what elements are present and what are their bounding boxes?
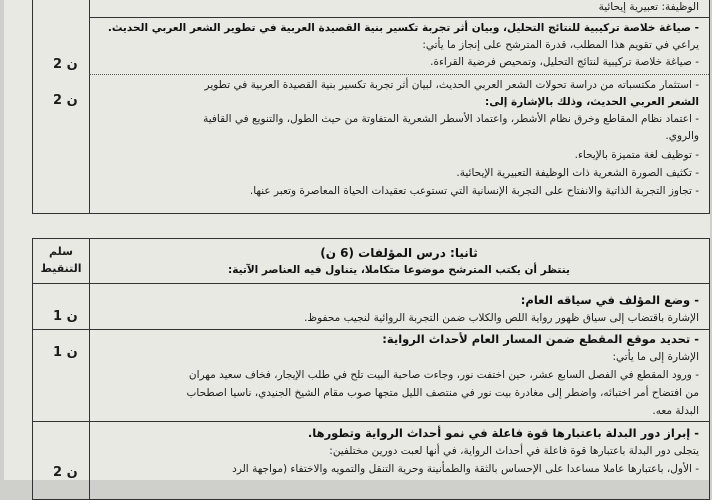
text-line: الإشارة باقتضاب إلى سياق ظهور رواية اللص والكلاب ضمن التجربة الروائية لنجيب محفوظ. xyxy=(304,312,699,324)
section-title: ثانيا: درس المؤلفات (6 ن) xyxy=(320,246,478,260)
score-value: 2 ن xyxy=(53,93,78,108)
row-divider xyxy=(33,421,709,422)
row-divider xyxy=(33,329,709,330)
text-line: - صياغة خلاصة تركيبية لنتائج التحليل، وتمحيص فرضية القراءة. xyxy=(430,56,699,68)
text-line: الإشارة إلى ما يأتي: xyxy=(612,351,699,363)
exam-sheet xyxy=(4,0,710,480)
text-line: البدلة معه. xyxy=(652,405,699,417)
score-header-line: سلم xyxy=(49,245,73,258)
score-value: 2 ن xyxy=(53,465,78,480)
text-line: - تحديد موقع المقطع ضمن المسار العام لأحداث الرواية: xyxy=(382,332,699,346)
text-line: - إبراز دور البدلة باعتبارها قوة فاعلة في نمو أحداث الرواية وتطورها. xyxy=(307,426,699,440)
text-line: والروي. xyxy=(665,130,699,142)
text-line: - وضع المؤلف في سياقه العام: xyxy=(520,293,699,307)
text-line: - استثمار مكتسباته من دراسة تحولات الشعر العربي الحديث، لبيان أثر تجربة تكسير بنية القصيدة العربية في تطوير xyxy=(204,79,699,91)
row-divider xyxy=(33,283,709,284)
text-line: - تجاوز التجربة الذاتية والانفتاح على التجربة الإنسانية التي تستوعب تعقيدات الحياة المعاصرة وتعبر عنها. xyxy=(249,185,699,197)
grading-table-1 xyxy=(32,0,710,214)
text-line: - تكثيف الصورة الشعرية ذات الوظيفة التعبيرية الإيحائية. xyxy=(456,167,699,179)
score-value: 2 ن xyxy=(53,57,78,72)
text-line: من افتضاح أمر اختبائه، واضطر إلى مغادرة بيت نور في منتصف الليل متجها صوب مقام الشيخ الجنيدي، ناسيا اصطحاب xyxy=(186,387,699,399)
score-header-line: التنقيط xyxy=(40,262,82,275)
text-line: الوظيفة: تعبيرية إيحائية xyxy=(598,1,699,13)
text-line: يتجلى دور البدلة باعتبارها قوة فاعلة في أحداث الرواية، في أنها لعبت دورين مختلفين: xyxy=(329,445,699,457)
text-line: - اعتماد نظام المقاطع وخرق نظام الأشطر، واعتماد الأسطر الشعرية المتفاوتة من حيث الطول، والتنويع في القافية xyxy=(203,113,699,125)
text-line: - الأول، باعتبارها عاملا مساعدا على الإحساس بالثقة والطمأنينة وحرية التنقل والتمويه والاختفاء (مواجهة الرد xyxy=(232,463,699,475)
score-value: 1 ن xyxy=(53,345,78,360)
text-line: - توظيف لغة متميزة بالإيحاء. xyxy=(574,149,699,161)
score-value: 1 ن xyxy=(53,309,78,324)
section-subtitle: ينتظر أن يكتب المترشح موضوعا متكاملا، يتناول فيه العناصر الآتية: xyxy=(228,264,570,276)
text-line: يراعي في تقويم هذا المطلب، قدرة المترشح على إنجاز ما يأتي: xyxy=(422,39,699,51)
row-divider xyxy=(89,17,709,18)
text-line: - صياغة خلاصة تركيبية للنتائج التحليل، وبيان أثر تجربة تكسير بنية القصيدة العربية في تطوير الشعر العربي الحديث. xyxy=(107,22,699,34)
dotted-divider xyxy=(89,74,709,75)
grading-table-2 xyxy=(32,238,710,500)
score-header xyxy=(33,239,89,284)
text-line: - ورود المقطع في الفصل السابع عشر، حين اختفت نور، وجاءت صاحبة البيت تلح في طلب الإيجار، فخاف سعيد مهران xyxy=(188,369,699,381)
text-line: الشعر العربي الحديث، وذلك بالإشارة إلى: xyxy=(485,96,699,108)
